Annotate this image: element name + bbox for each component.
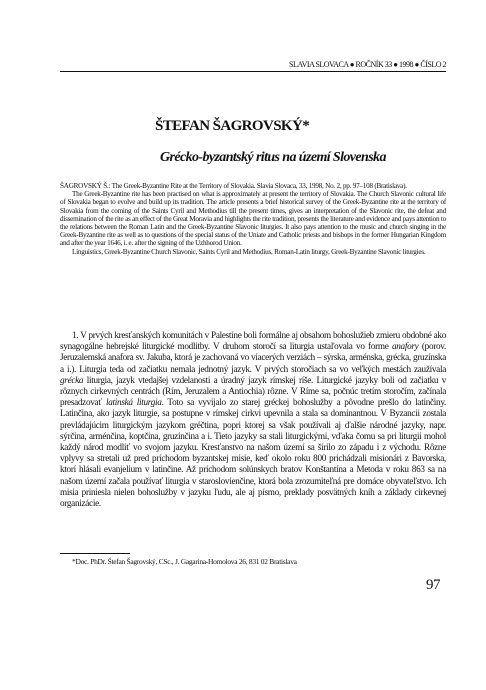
body-italic-term: latinská liturgia [106,397,162,408]
abstract-summary: The Greek-Byzantine rite has been practised on what is approximately at present the territory of Slovakia. The Church Slavonic cultural life of Slovakia began to evolve and build up its tradition. The article presents a brief historical survey of the Greek-Byzantine rite at the territory of Slovakia from the coming of the Saints Cyril and Methodius till the present times, gives an interpretation of the Slavonic rite, the defeat and dissemination of the rite as an effect of the Great Moravia and highlights the rite tradition, presents the literature and evidence and pays attention to the relations between the Roman Latin and the Greek-Byzantine Slavonic liturgies. It also pays attention to the music and church singing in the Greek-Byzantine rite as well as to questions of the special status of the Uniate and Catholic priests and bishops in the former Hungarian Kingdom and after the year 1646, i. e. after the signing of the Uzhhorod Union. [60,190,446,248]
running-header: SLAVIA SLOVACA ● ROČNÍK 33 ● 1998 ● ČÍSLO 2 [60,60,446,72]
body-italic-term: grécka [60,374,84,385]
page-number: 97 [426,577,440,593]
abstract-citation: ŠAGROVSKÝ Š.: The Greek-Byzantine Rite at the Territory of Slovakia. Slavia Slovaca, 33, 1998, No. 2, pp. 97–108 (Bratislava). [60,182,407,190]
body-text-run: liturgia, jazyk vtedajšej vzdelanosti a úradný jazyk rímskej ríše. Liturgické jazyky boli od začiatku v rôznych cirkevných centrách (Rím, Jeruzalem a Antiochia) rôzne. V Ríme sa, počnúc tretím storočím, začínala presadzovať [60,374,446,408]
body-text-run: (porov. Jeruzalemská anafora sv. Jakuba, ktorá je zachovaná vo viacerých verziách – sýrska, arménska, grécka, gruzínska a i.). Liturgia teda od začiatku nemala jednotný jazyk. V prvých storočiach sa vo veľkých mestách zaužívala [60,341,446,374]
body-paragraph [60,330,446,509]
body-text [60,330,446,509]
footnote-divider [60,553,130,554]
body-text-run: . Toto sa vyvíjalo zo starej gréckej bohoslužby a pôvodne prešlo do latinčiny. Latinčina, ako jazyk liturgie, sa postupne v rímskej cirkvi upevnila a stala sa dominantnou. V Byzancii zostala prevládajúcim liturgickým jazykom gréčtina, popri ktorej sa však používali aj ďalšie národné jazyky, napr. sýrčina, arménčina, koptčina, gruzínčina a i. Tieto jazyky sa stali liturgickými, vďaka čomu sa pri liturgii mohol každý národ modliť vo svojom jazyku. Kresťanstvo na našom území sa šírilo zo západu i z východu. Rôzne vplyvy sa stretali už pred príchodom byzantskej misie, keď okolo roku 800 prichádzali misionári z Bavorska, ktorí hlásali evanjelium v latinčine. Až príchodom solúnskych bratov Konštantína a Metoda v roku 863 sa na našom území začala používať liturgia v staroslovienčine, ktorá bola zrozumiteľná pre domáce obyvateľstvo. Ich misia priniesla nielen bohoslužby v jazyku ľudu, ale aj písmo, preklady posvätných kníh a základy cirkevnej organizácie. [60,397,447,509]
footnote: *Doc. PhDr. Štefan Šagrovský, CSc., J. Gagarina-Homolova 26, 831 02 Bratislava [72,557,297,566]
abstract-keywords: Linguistics, Greek-Byzantine Church Slavonic, Saints Cyril and Methodius, Roman-Latin liturgy, Greek-Byzantine Slavonic liturgies. [72,247,426,256]
article-title: Grécko-byzantský ritus na území Slovenska [160,150,386,165]
body-italic-term: anafory [391,341,419,352]
body-text-run: 1. V prvých kresťanských komunitách v Palestíne boli formálne aj obsahom bohoslužieb zmieru obdobné ako synagogálne hebrejské liturgické modlitby. V druhom storočí sa liturgia ustaľovala vo forme [60,330,446,352]
author-name: ŠTEFAN ŠAGROVSKÝ* [155,118,310,134]
abstract [60,182,446,256]
